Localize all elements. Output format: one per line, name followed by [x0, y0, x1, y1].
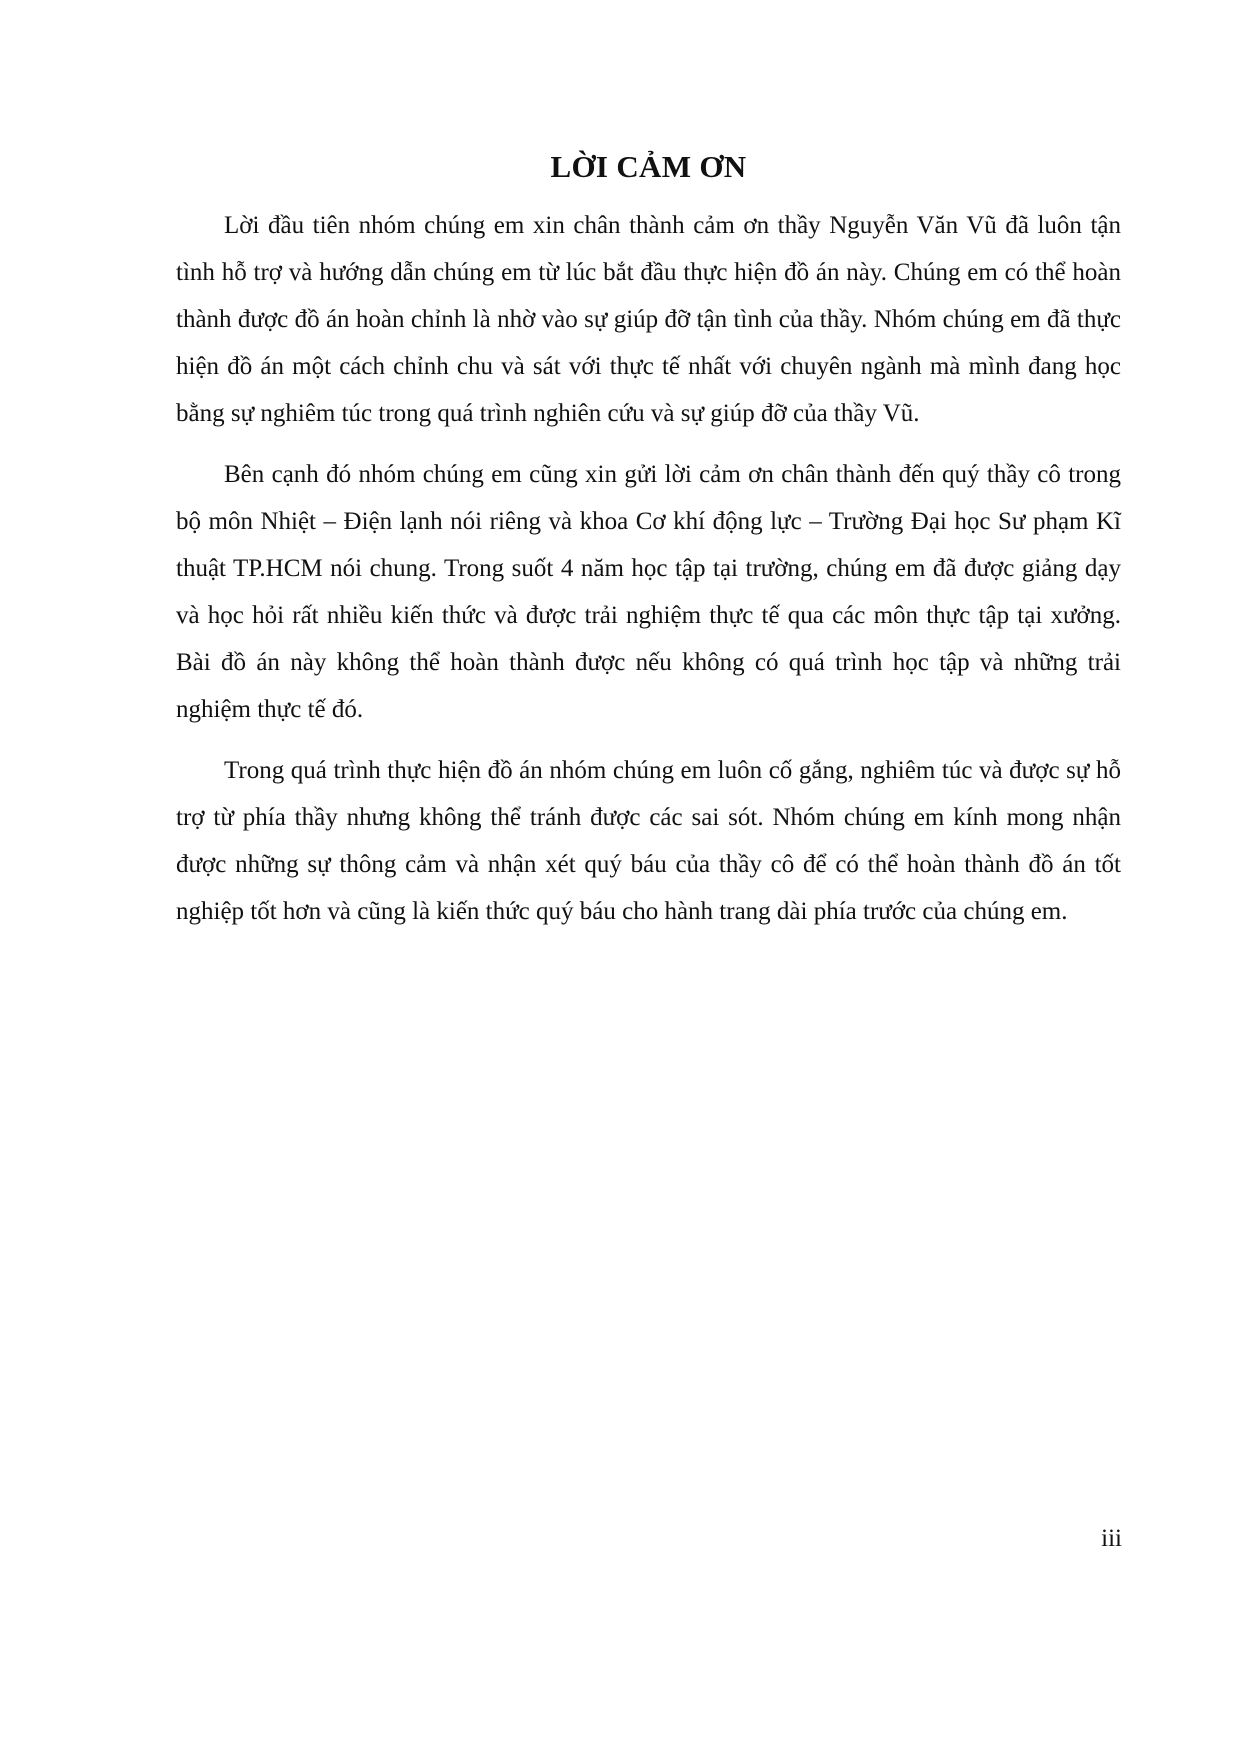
page-title: LỜI CẢM ƠN	[550, 149, 747, 184]
paragraph-3: Trong quá trình thực hiện đồ án nhóm chúng em luôn cố gắng, nghiêm túc và được sự hỗ trợ từ phía thầy nhưng không thể tránh được các sai sót. Nhóm chúng em kính mong nhận được những sự thông cảm và nhận xét quý báu của thầy cô để có thể hoàn thành đồ án tốt nghiệp tốt hơn và cũng là kiến thức quý báu cho hành trang dài phía trước của chúng em.	[176, 757, 1121, 925]
page-number: iii	[1101, 1525, 1122, 1552]
page-content	[176, 142, 1121, 949]
paragraph-1: Lời đầu tiên nhóm chúng em xin chân thành cảm ơn thầy Nguyễn Văn Vũ đã luôn tận tình hỗ trợ và hướng dẫn chúng em từ lúc bắt đầu thực hiện đồ án này. Chúng em có thể hoàn thành được đồ án hoàn chỉnh là nhờ vào sự giúp đỡ tận tình của thầy. Nhóm chúng em đã thực hiện đồ án một cách chỉnh chu và sát với thực tế nhất với chuyên ngành mà mình đang học bằng sự nghiêm túc trong quá trình nghiên cứu và sự giúp đỡ của thầy Vũ.	[176, 212, 1121, 427]
paragraph-2: Bên cạnh đó nhóm chúng em cũng xin gửi lời cảm ơn chân thành đến quý thầy cô trong bộ môn Nhiệt – Điện lạnh nói riêng và khoa Cơ khí động lực – Trường Đại học Sư phạm Kĩ thuật TP.HCM nói chung. Trong suốt 4 năm học tập tại trường, chúng em đã được giảng dạy và học hỏi rất nhiều kiến thức và được trải nghiệm thực tế qua các môn thực tập tại xưởng. Bài đồ án này không thể hoàn thành được nếu không có quá trình học tập và những trải nghiệm thực tế đó.	[176, 461, 1121, 723]
